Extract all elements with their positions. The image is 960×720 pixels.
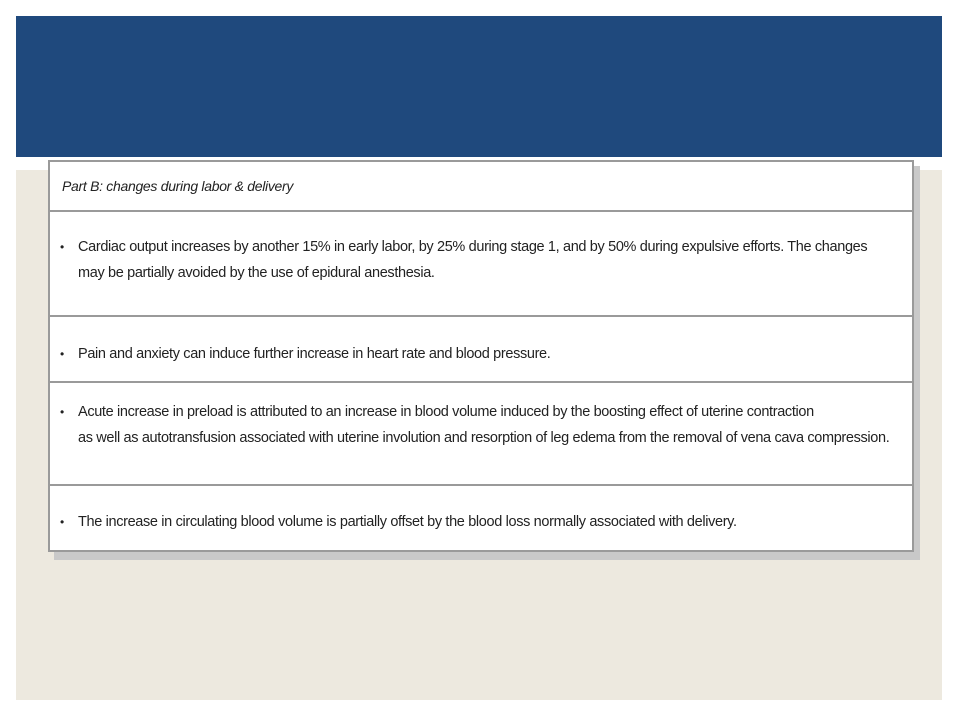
row-text-line: Pain and anxiety can induce further increase in heart rate and blood pressure. bbox=[78, 346, 551, 362]
bullet-icon: • bbox=[60, 347, 65, 361]
table-row bbox=[50, 383, 912, 486]
row-text bbox=[78, 234, 867, 286]
table-row bbox=[50, 317, 912, 383]
bullet-icon: • bbox=[60, 515, 65, 529]
row-text bbox=[78, 509, 737, 535]
row-text bbox=[78, 399, 889, 451]
row-text bbox=[78, 341, 550, 367]
row-text-line: Acute increase in preload is attributed to an increase in blood volume induced by the boosting effect of uterine contraction bbox=[78, 404, 814, 420]
bullet-icon: • bbox=[60, 240, 65, 254]
table-row bbox=[50, 212, 912, 317]
title-bar bbox=[16, 16, 942, 157]
bullet-icon: • bbox=[60, 405, 65, 419]
row-text-line: as well as autotransfusion associated with uterine involution and resorption of leg edema from the removal of vena cava compression. bbox=[78, 430, 890, 446]
changes-table bbox=[48, 160, 914, 552]
table-row bbox=[50, 486, 912, 550]
row-text-line: Cardiac output increases by another 15% in early labor, by 25% during stage 1, and by 50% during expulsive efforts. The changes bbox=[78, 239, 868, 255]
row-text-line: The increase in circulating blood volume is partially offset by the blood loss normally associated with delivery. bbox=[78, 514, 737, 530]
row-text-line: may be partially avoided by the use of epidural anesthesia. bbox=[78, 265, 435, 281]
table-header: Part B: changes during labor & delivery bbox=[50, 162, 912, 212]
